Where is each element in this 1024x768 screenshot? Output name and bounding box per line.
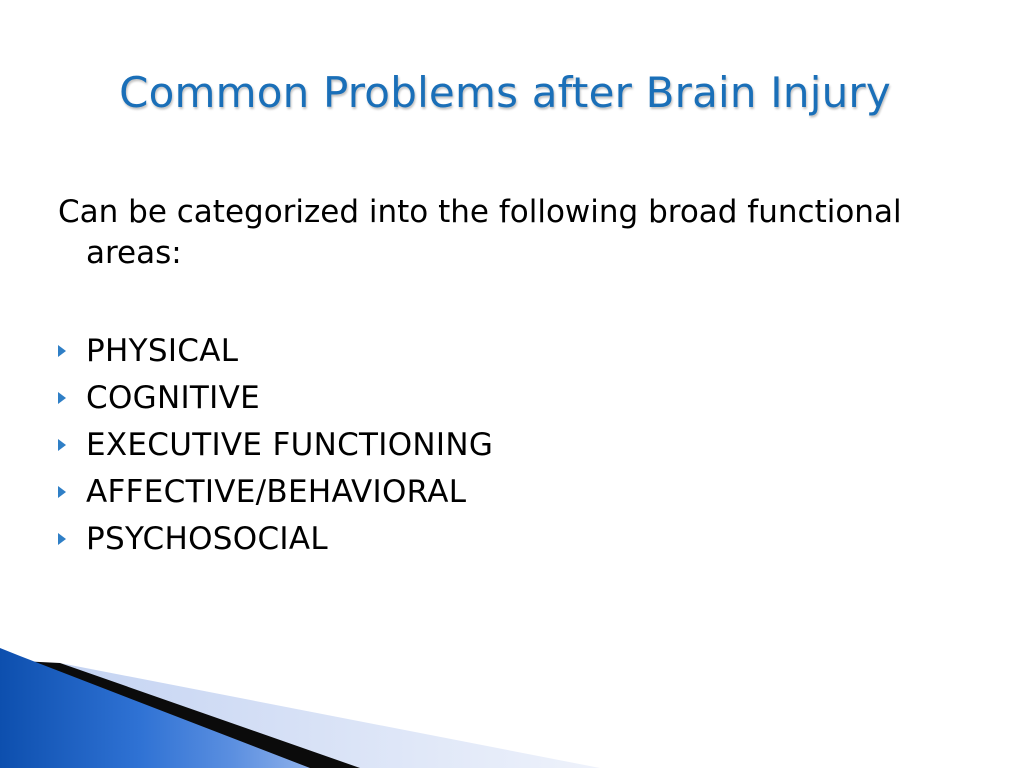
bullet-label: PSYCHOSOCIAL [86, 520, 328, 557]
bullet-label: AFFECTIVE/BEHAVIORAL [86, 473, 467, 510]
bullet-label: PHYSICAL [86, 332, 239, 369]
bullet-label: COGNITIVE [86, 379, 260, 416]
intro-text: Can be categorized into the following broad functional areas: [58, 194, 902, 271]
slide-title: Common Problems after Brain Injury [119, 68, 891, 117]
bullet-label: EXECUTIVE FUNCTIONING [86, 426, 494, 463]
